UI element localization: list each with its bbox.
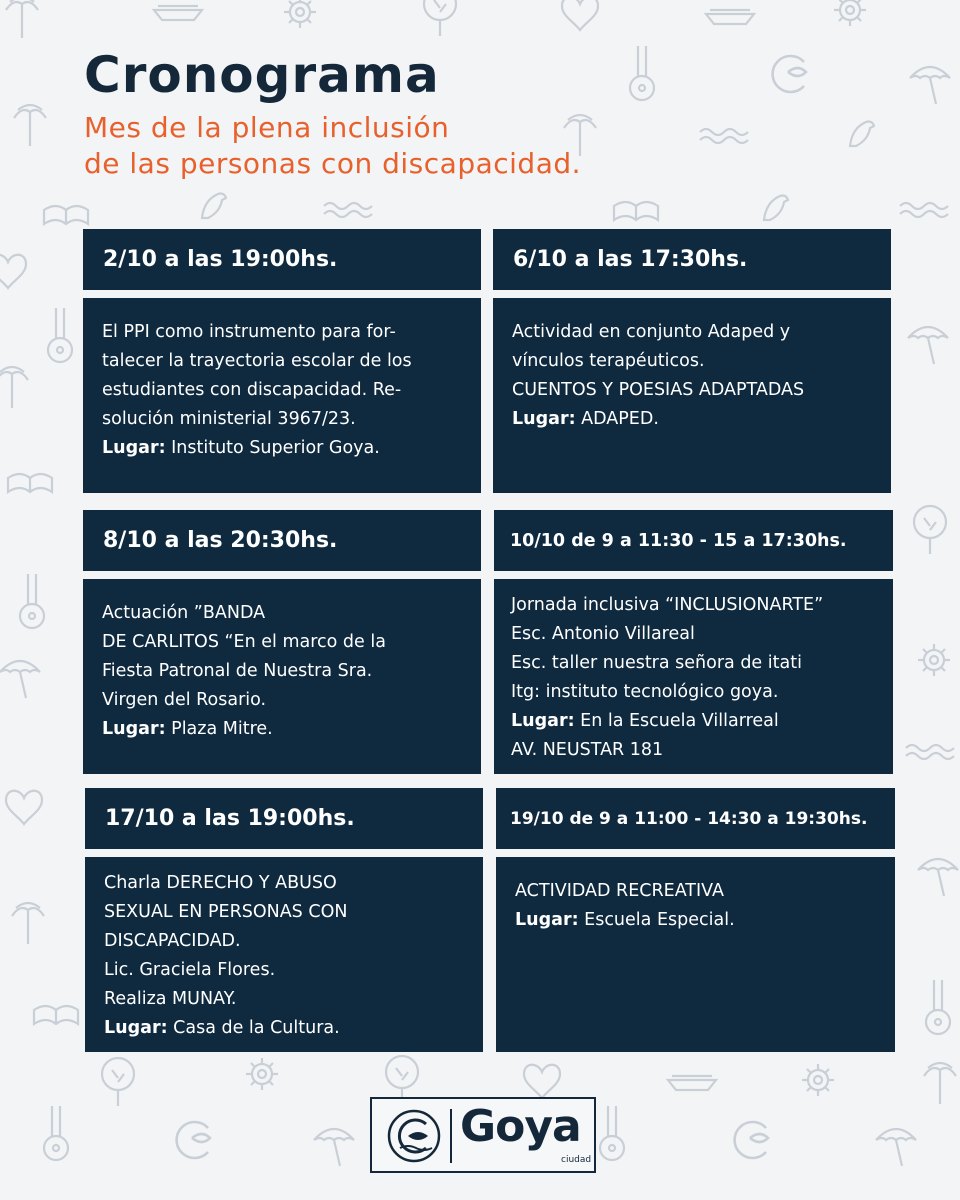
event-location xyxy=(515,906,877,935)
event-line: Lic. Graciela Flores. xyxy=(104,960,276,980)
event-line: SEXUAL EN PERSONAS CON xyxy=(104,902,348,922)
event-date-text: 19/10 de 9 a 11:00 - 14:30 a 19:30hs. xyxy=(510,808,868,829)
event-location xyxy=(104,1014,465,1043)
event-date-text: 2/10 a las 19:00hs. xyxy=(103,247,338,272)
event-line: El PPI como instrumento para for- xyxy=(102,322,396,342)
event-line: CUENTOS Y POESIAS ADAPTADAS xyxy=(512,380,805,400)
event-date-5 xyxy=(85,788,483,849)
event-line: estudiantes con discapacidad. Re- xyxy=(102,380,402,400)
page-subtitle xyxy=(84,110,581,182)
event-location xyxy=(102,715,463,744)
event-line: DISCAPACIDAD. xyxy=(104,931,241,951)
event-details-1 xyxy=(83,298,481,493)
event-date-3 xyxy=(83,510,481,571)
location-label: Lugar: xyxy=(104,1018,168,1038)
event-line: solución ministerial 3967/23. xyxy=(102,409,356,429)
subtitle-line: de las personas con discapacidad. xyxy=(84,147,582,180)
event-location xyxy=(512,405,873,434)
logo-divider xyxy=(450,1109,452,1163)
event-details-2 xyxy=(493,298,891,493)
event-line: talecer la trayectoria escolar de los xyxy=(102,351,412,371)
location-value: Instituto Superior Goya. xyxy=(165,438,380,458)
location-label: Lugar: xyxy=(511,711,575,731)
page-title: Cronograma xyxy=(84,46,440,104)
event-date-1 xyxy=(83,229,481,290)
event-line: Esc. taller nuestra señora de itati xyxy=(511,653,802,673)
logo-subtext: ciudad xyxy=(561,1155,592,1165)
event-line: DE CARLITOS “En el marco de la xyxy=(102,632,386,652)
event-details-3 xyxy=(83,579,481,774)
event-line: Charla DERECHO Y ABUSO xyxy=(104,873,337,893)
goya-logo xyxy=(370,1097,596,1173)
event-line: vínculos terapéuticos. xyxy=(512,351,705,371)
event-line: Actuación ”BANDA xyxy=(102,603,266,623)
event-details-5 xyxy=(85,857,483,1052)
event-date-4 xyxy=(494,510,893,571)
location-value: ADAPED. xyxy=(575,409,659,429)
event-location xyxy=(511,707,885,736)
event-details-6 xyxy=(496,857,895,1052)
event-line: ACTIVIDAD RECREATIVA xyxy=(515,881,724,901)
location-value: Casa de la Cultura. xyxy=(167,1018,340,1038)
event-line: Actividad en conjunto Adaped y xyxy=(512,322,791,342)
location-label: Lugar: xyxy=(515,910,579,930)
location-value: En la Escuela Villarreal xyxy=(574,711,779,731)
event-date-text: 8/10 a las 20:30hs. xyxy=(103,528,338,553)
event-line: Itg: instituto tecnológico goya. xyxy=(511,682,779,702)
location-value: Plaza Mitre. xyxy=(165,719,273,739)
event-line: Jornada inclusiva “INCLUSIONARTE” xyxy=(511,595,824,615)
event-line: Virgen del Rosario. xyxy=(102,690,267,710)
event-location xyxy=(102,434,463,463)
event-date-text: 6/10 a las 17:30hs. xyxy=(513,247,748,272)
location-label: Lugar: xyxy=(102,719,166,739)
location-label: Lugar: xyxy=(512,409,576,429)
logo-wordmark: Goya xyxy=(460,1101,581,1152)
event-date-text: 10/10 de 9 a 11:30 - 15 a 17:30hs. xyxy=(510,530,847,551)
location-value: Escuela Especial. xyxy=(578,910,735,930)
event-line: Realiza MUNAY. xyxy=(104,989,237,1009)
location-label: Lugar: xyxy=(102,438,166,458)
subtitle-line: Mes de la plena inclusión xyxy=(84,111,450,144)
event-line: Fiesta Patronal de Nuestra Sra. xyxy=(102,661,373,681)
event-line: Esc. Antonio Villareal xyxy=(511,624,695,644)
event-details-4 xyxy=(494,579,893,774)
event-date-6 xyxy=(496,788,895,849)
event-date-text: 17/10 a las 19:00hs. xyxy=(105,806,355,831)
goya-emblem-icon xyxy=(386,1108,442,1164)
event-date-2 xyxy=(493,229,891,290)
event-line: AV. NEUSTAR 181 xyxy=(511,740,664,760)
